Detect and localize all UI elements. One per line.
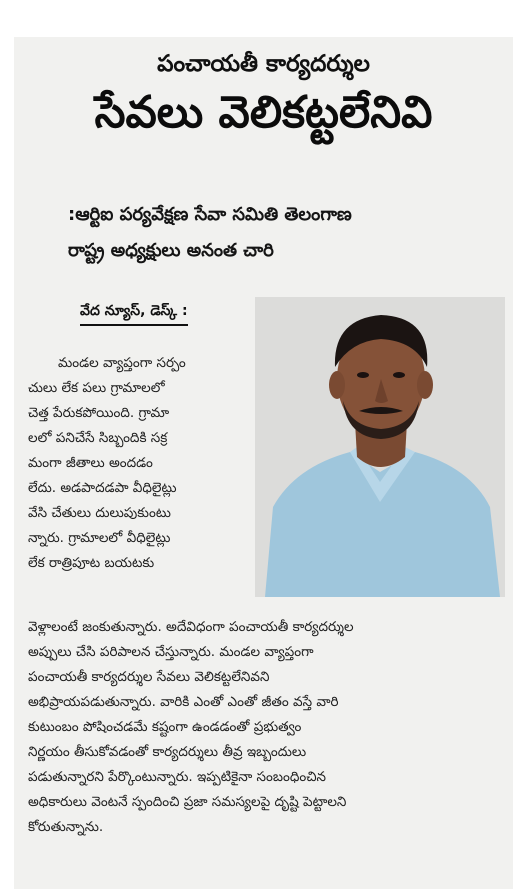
subhead-line: రాష్ట్ర అధ్యక్షులు అనంత చారి — [68, 240, 274, 261]
body-line: నిర్ణయం తీసుకోవడంతో కార్యదర్శులు తీవ్ర ఇబ్బందులు — [28, 744, 307, 760]
body-line: లేక రాత్రిపూట బయటకు — [28, 555, 155, 571]
body-line: కోరుతున్నాను. — [28, 819, 104, 835]
body-line: న్నారు. గ్రామాలలో వీధిలైట్లు — [28, 530, 171, 546]
portrait-illustration — [255, 297, 505, 597]
body-line: అభిప్రాయపడుతున్నారు. వారికి ఎంతో ఎంతో జీతం వస్తే వారి — [28, 694, 339, 710]
body-line: మంగా జీతాలు అందడం — [28, 455, 153, 471]
body-wide — [28, 615, 504, 840]
body-line: మండల వ్యాప్తంగా సర్పం — [58, 355, 186, 371]
body-line: పడుతున్నారని పేర్కొంటున్నారు. ఇప్పటికైనా సంబంధించిన — [28, 769, 327, 785]
headline: సేవలు వెలికట్టలేనివి — [94, 87, 433, 138]
news-clipping — [14, 37, 513, 889]
kicker: పంచాయతీ కార్యదర్శుల — [157, 51, 370, 77]
body-line: చెత్త పేరుకపోయింది. గ్రామా — [28, 405, 170, 421]
dateline: వేద న్యూస్, డెస్క్ : — [80, 303, 188, 326]
body-line: వెళ్లాలంటే జంకుతున్నారు. అదేవిధంగా పంచాయతీ కార్యదర్శుల — [28, 619, 354, 635]
body-column — [28, 351, 246, 576]
subhead-line: :ఆర్టిఐ పర్యవేక్షణ సేవా సమితి తెలంగాణ — [68, 204, 352, 225]
body-line: లేదు. అడపాదడపా వీధిలైట్లు — [28, 480, 177, 496]
body-line: పంచాయతీ కార్యదర్శుల సేవలు వెలికట్టలేనివని — [28, 669, 270, 685]
body-line: లలో పనిచేసే సిబ్బందికి సక్ర — [28, 430, 168, 446]
body-line: వేసి చేతులు దులుపుకుంటు — [28, 505, 171, 521]
subheadline — [68, 197, 508, 269]
portrait-photo — [255, 297, 505, 597]
body-line: చులు లేక పలు గ్రామాలలో — [28, 380, 165, 396]
body-line: అధికారులు వెంటనే స్పందించి ప్రజా సమస్యలపై దృష్టి పెట్టాలని — [28, 794, 347, 810]
top-margin — [0, 0, 527, 36]
body-line: అప్పులు చేసి పరిపాలన చేస్తున్నారు. మండల వ్యాప్తంగా — [28, 644, 314, 660]
body-line: కుటుంబం పోషించడమే కష్టంగా ఉండడంతో ప్రభుత్వం — [28, 719, 302, 735]
